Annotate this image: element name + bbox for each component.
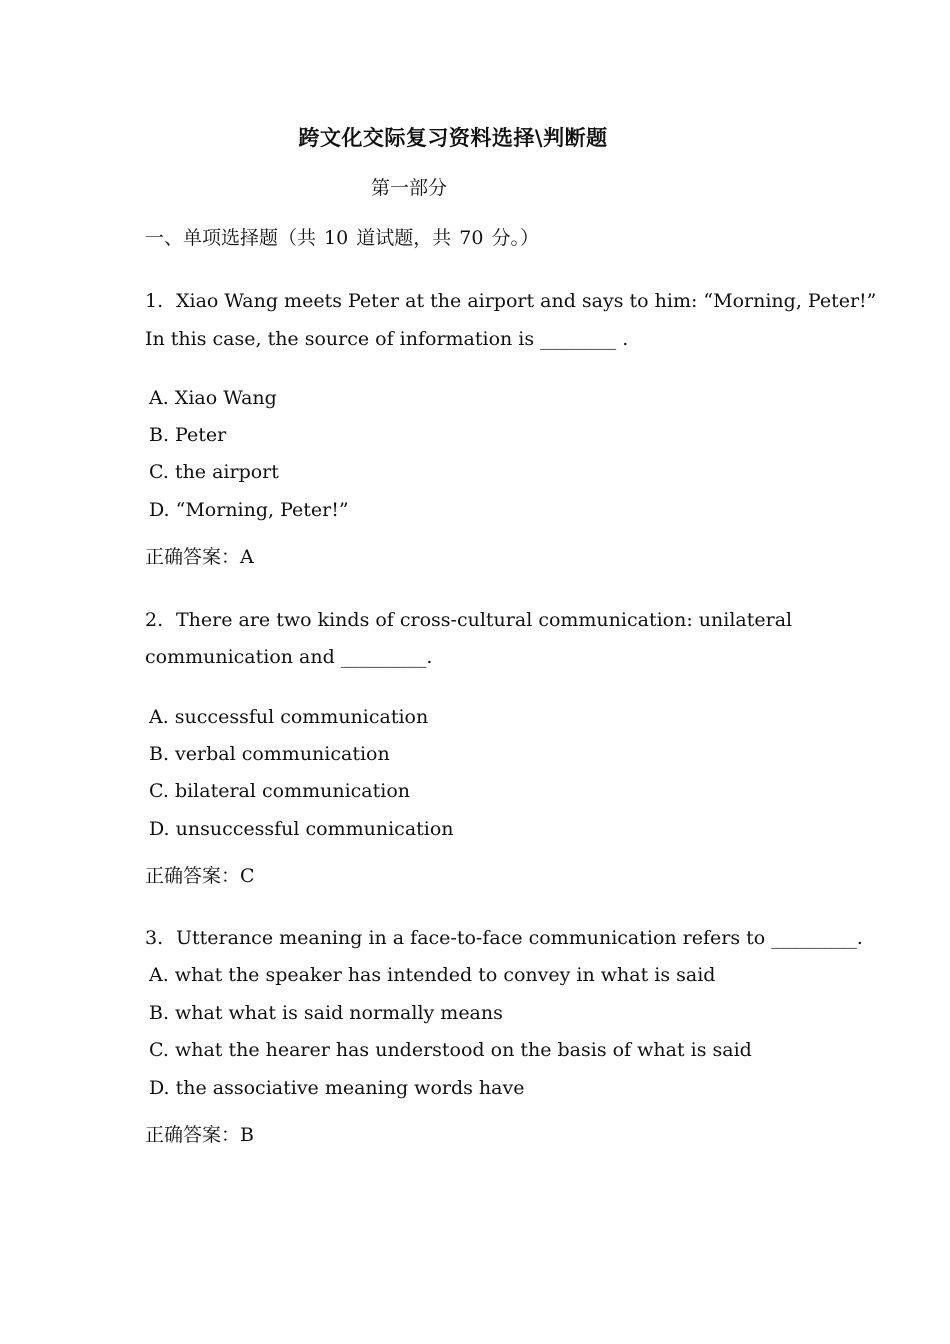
correct-answer: 正确答案：B bbox=[145, 1124, 254, 1146]
option-a: A. successful communication bbox=[149, 706, 429, 728]
option-d: D. unsuccessful communication bbox=[149, 818, 454, 840]
question-number: 3. bbox=[145, 927, 164, 949]
section-heading: 一、单项选择题（共 10 道试题，共 70 分。） bbox=[145, 227, 540, 249]
option-a: A. what the speaker has intended to convey in what is said bbox=[149, 964, 716, 986]
option-a: A. Xiao Wang bbox=[149, 387, 277, 409]
option-c: C. what the hearer has understood on the basis of what is said bbox=[149, 1039, 752, 1061]
option-c: C. bilateral communication bbox=[149, 780, 411, 802]
option-d: D. the associative meaning words have bbox=[149, 1077, 525, 1099]
option-b: B. what what is said normally means bbox=[149, 1002, 503, 1024]
option-c: C. the airport bbox=[149, 461, 279, 483]
option-b: B. verbal communication bbox=[149, 743, 390, 765]
question-stem: 1. Xiao Wang meets Peter at the airport and says to him: “Morning, Peter!” bbox=[145, 290, 877, 312]
part-heading: 第一部分 bbox=[371, 177, 448, 199]
correct-answer: 正确答案：C bbox=[145, 865, 255, 887]
question-stem-continued: communication and _________. bbox=[145, 646, 433, 668]
correct-answer: 正确答案：A bbox=[145, 546, 254, 568]
document-title: 跨文化交际复习资料选择\判断题 bbox=[298, 125, 608, 150]
option-d: D. “Morning, Peter!” bbox=[149, 499, 349, 521]
question-stem-continued: In this case, the source of information is ________ . bbox=[145, 328, 629, 350]
question-number: 1. bbox=[145, 290, 164, 312]
option-b: B. Peter bbox=[149, 424, 227, 446]
question-stem: 3. Utterance meaning in a face-to-face communication refers to _________. bbox=[145, 927, 863, 949]
question-number: 2. bbox=[145, 609, 164, 631]
question-stem: 2. There are two kinds of cross-cultural communication: unilateral bbox=[145, 609, 793, 631]
